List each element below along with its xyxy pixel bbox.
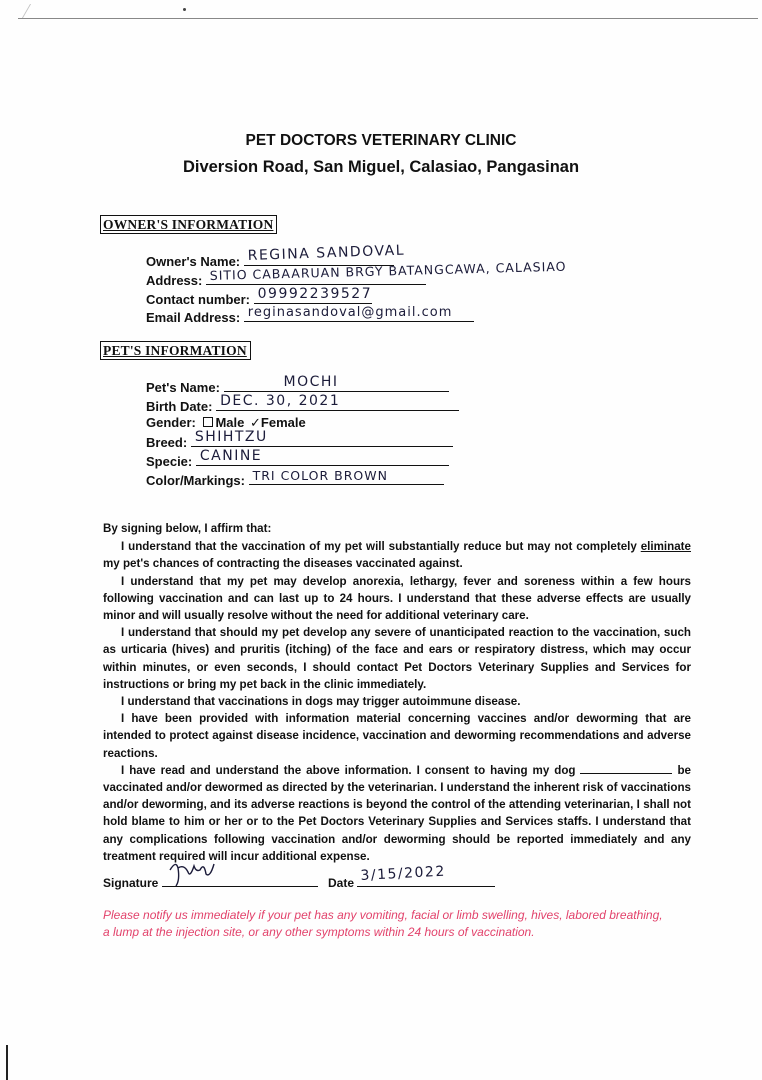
clinic-name: PET DOCTORS VETERINARY CLINIC xyxy=(245,132,517,149)
consent-paragraph-3: I understand that should my pet develop any severe of unanticipated reaction to the vaccination, such as urticaria (hives) and pruritis (itching) of the face and ears or respiratory distress, which may occur within minutes, or even seconds, I should contact Pet Doctors Veterinary Supplies and Services for instructions or bring my pet back in the clinic immediately. xyxy=(103,626,691,691)
date-field xyxy=(328,863,495,890)
breed-line xyxy=(191,429,453,447)
breed-label: Breed: xyxy=(146,435,188,450)
owner-email-line xyxy=(244,305,474,322)
owner-contact-label: Contact number: xyxy=(146,292,250,307)
pet-name-label: Pet's Name: xyxy=(146,380,220,395)
consent-intro: By signing below, I affirm that: xyxy=(103,522,272,535)
birth-date-field xyxy=(146,393,459,414)
gender-label: Gender: xyxy=(146,415,196,430)
signature-field xyxy=(103,872,318,890)
owner-address-label: Address: xyxy=(146,273,203,288)
owner-address-line xyxy=(206,258,567,285)
male-option-label: Male xyxy=(215,415,245,430)
breed-field xyxy=(146,429,453,450)
pet-name-line xyxy=(224,374,449,392)
signature-label: Signature xyxy=(103,876,159,890)
top-rule xyxy=(18,18,758,19)
dog-name-blank[interactable] xyxy=(580,763,672,774)
scan-artifact xyxy=(22,4,41,18)
birth-date-value: DEC. 30, 2021 xyxy=(220,393,341,409)
owner-section-heading: OWNER'S INFORMATION xyxy=(100,215,277,234)
female-check-mark[interactable]: ✓ xyxy=(250,415,261,430)
owner-name-label: Owner's Name: xyxy=(146,254,241,269)
date-line[interactable] xyxy=(357,863,495,887)
specie-value: CANINE xyxy=(199,448,263,464)
consent-text xyxy=(103,520,691,865)
date-label: Date xyxy=(328,876,355,890)
female-option-label: Female xyxy=(260,415,306,430)
color-markings-line xyxy=(249,468,444,485)
owner-address-value: SITIO CABAARUAN BRGY BATANGCAWA, CALASIAO xyxy=(209,258,567,283)
color-markings-label: Color/Markings: xyxy=(146,473,245,488)
pet-section-heading: PET'S INFORMATION xyxy=(100,341,251,360)
color-markings-value: TRI COLOR BROWN xyxy=(252,468,388,483)
consent-paragraph-1: I understand that the vaccination of my pet will substantially reduce but may not completely eliminate my pet's chances of contracting the diseases vaccinated against. xyxy=(103,540,691,571)
specie-line xyxy=(196,448,449,466)
owner-email-value: reginasandoval@gmail.com xyxy=(247,305,453,320)
breed-value: SHIHTZU xyxy=(194,429,268,445)
male-checkbox[interactable] xyxy=(203,417,213,427)
scan-edge-mark xyxy=(6,1045,8,1080)
birth-date-label: Birth Date: xyxy=(146,399,213,414)
consent-paragraph-2: I understand that my pet may develop anorexia, lethargy, fever and soreness within a few hours following vaccination and can last up to 24 hours. I understand that these adverse effects are usually minor and will usually resolve without the need for additional veterinary care. xyxy=(103,574,691,623)
owner-contact-value: 09992239527 xyxy=(257,286,373,302)
clinic-address: Diversion Road, San Miguel, Calasiao, Pangasinan xyxy=(182,158,580,176)
specie-label: Specie: xyxy=(146,454,193,469)
owner-contact-line xyxy=(254,286,373,304)
signature-line[interactable] xyxy=(162,872,318,887)
handwritten-signature xyxy=(166,858,226,888)
consent-paragraph-6: I have read and understand the above information. I consent to having my dog be vaccinated and/or dewormed as directed by the veterinarian. I understand the inherent risk of vaccinations and/or deworming, and its adverse reactions is beyond the control of the attending veterinarian, I shall not hold blame to him or her or to the Pet Doctors Veterinary Supplies and Services staffs. I understand that any complications following vaccination and/or deworming should be reported immediately and any treatment required will incur additional expense. xyxy=(103,763,691,863)
specie-field xyxy=(146,448,449,469)
scan-dot xyxy=(183,8,186,11)
owner-email-label: Email Address: xyxy=(146,310,241,325)
consent-paragraph-4: I understand that vaccinations in dogs may trigger autoimmune disease. xyxy=(121,695,521,709)
birth-date-line xyxy=(216,393,459,411)
owner-email-field xyxy=(146,305,474,325)
date-value: 3/15/2022 xyxy=(360,863,447,884)
consent-paragraph-5: I have been provided with information material concerning vaccines and/or deworming that are intended to protect against disease incidence, vaccination and deworming recommendations and adverse reactions. xyxy=(103,712,691,760)
color-markings-field xyxy=(146,468,444,488)
pet-name-value: MOCHI xyxy=(283,374,339,390)
aftercare-notice: Please notify us immediately if your pet has any vomiting, facial or limb swelling, hives, labored breathing, a lump at the injection site, or any other symptoms within 24 hours of vaccination. xyxy=(103,908,663,939)
owner-name-value: REGINA SANDOVAL xyxy=(247,242,406,264)
